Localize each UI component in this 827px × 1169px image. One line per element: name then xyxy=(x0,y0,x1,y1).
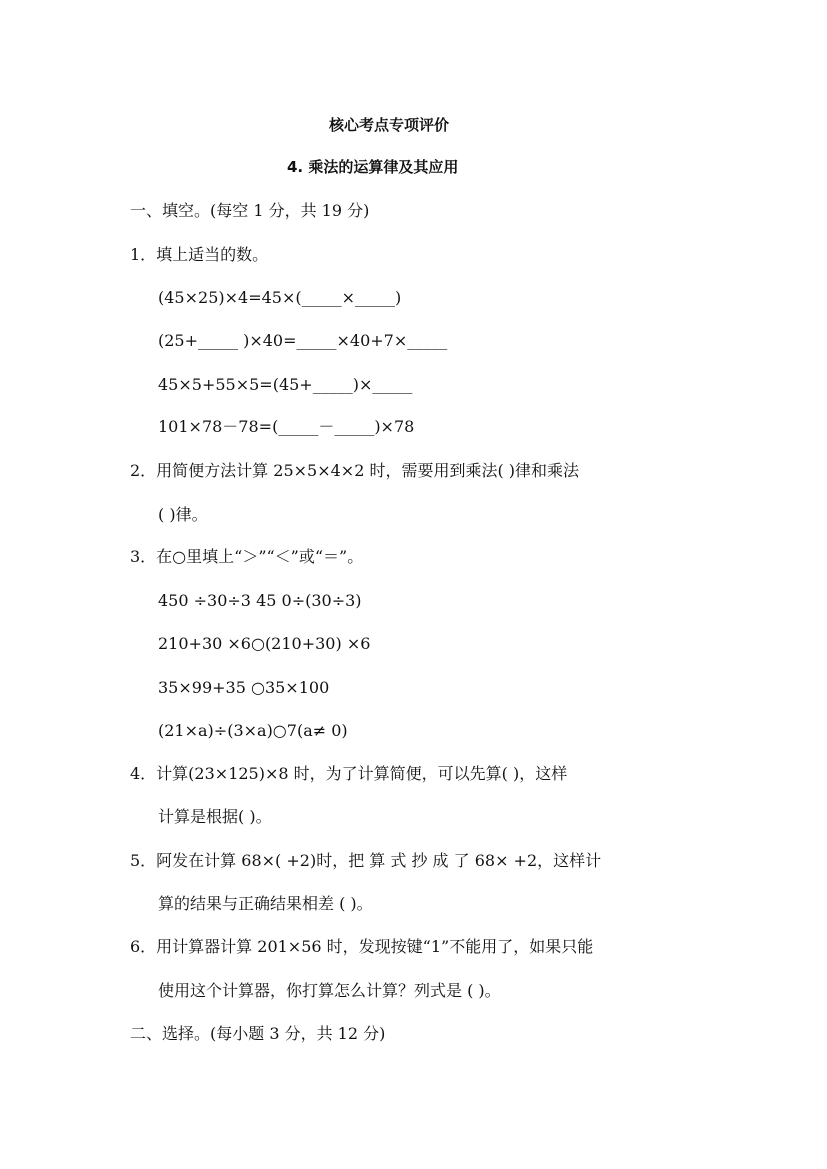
question-5-line-2: 算的结果与正确结果相差 ( )。 xyxy=(158,894,373,913)
question-1-line-3: 45×5+55×5=(45+_____)×_____ xyxy=(158,375,413,394)
question-6-line-2: 使用这个计算器，你打算怎么计算？列式是 ( )。 xyxy=(158,981,501,1000)
question-1-stem: 1．填上适当的数。 xyxy=(130,245,269,264)
question-4-line-2: 计算是根据( )。 xyxy=(158,807,272,826)
section-1-heading: 一、填空。(每空 1 分，共 19 分) xyxy=(130,201,370,220)
question-1-line-1: (45×25)×4=45×(_____×_____) xyxy=(158,288,402,307)
question-2-line-1: 2．用简便方法计算 25×5×4×2 时，需要用到乘法( )律和乘法 xyxy=(130,461,580,480)
question-3-line-4: (21×a)÷(3×a)○7(a≠ 0) xyxy=(158,721,348,740)
section-2-heading: 二、选择。(每小题 3 分，共 12 分) xyxy=(130,1024,386,1043)
question-3-stem: 3．在○里填上“＞”“＜”或“＝”。 xyxy=(130,547,364,566)
question-6-line-1: 6．用计算器计算 201×56 时，发现按键“1”不能用了，如果只能 xyxy=(130,937,594,956)
question-1-line-2: (25+_____ )×40=_____×40+7×_____ xyxy=(158,331,448,350)
question-4-line-1: 4．计算(23×125)×8 时，为了计算简便，可以先算( )，这样 xyxy=(130,764,568,783)
page-subtitle: 4. 乘法的运算律及其应用 xyxy=(287,158,459,176)
question-2-line-2: ( )律。 xyxy=(158,505,208,524)
question-3-line-3: 35×99+35 ○35×100 xyxy=(158,678,330,697)
page-title: 核心考点专项评价 xyxy=(329,116,450,134)
question-1-line-4: 101×78－78=(_____－_____)×78 xyxy=(158,417,415,436)
question-3-line-2: 210+30 ×6○(210+30) ×6 xyxy=(158,634,371,653)
question-3-line-1: 450 ÷30÷3 45 0÷(30÷3) xyxy=(158,591,362,610)
question-5-line-1: 5．阿发在计算 68×( +2)时，把 算 式 抄 成 了 68× +2，这样计 xyxy=(130,851,602,870)
